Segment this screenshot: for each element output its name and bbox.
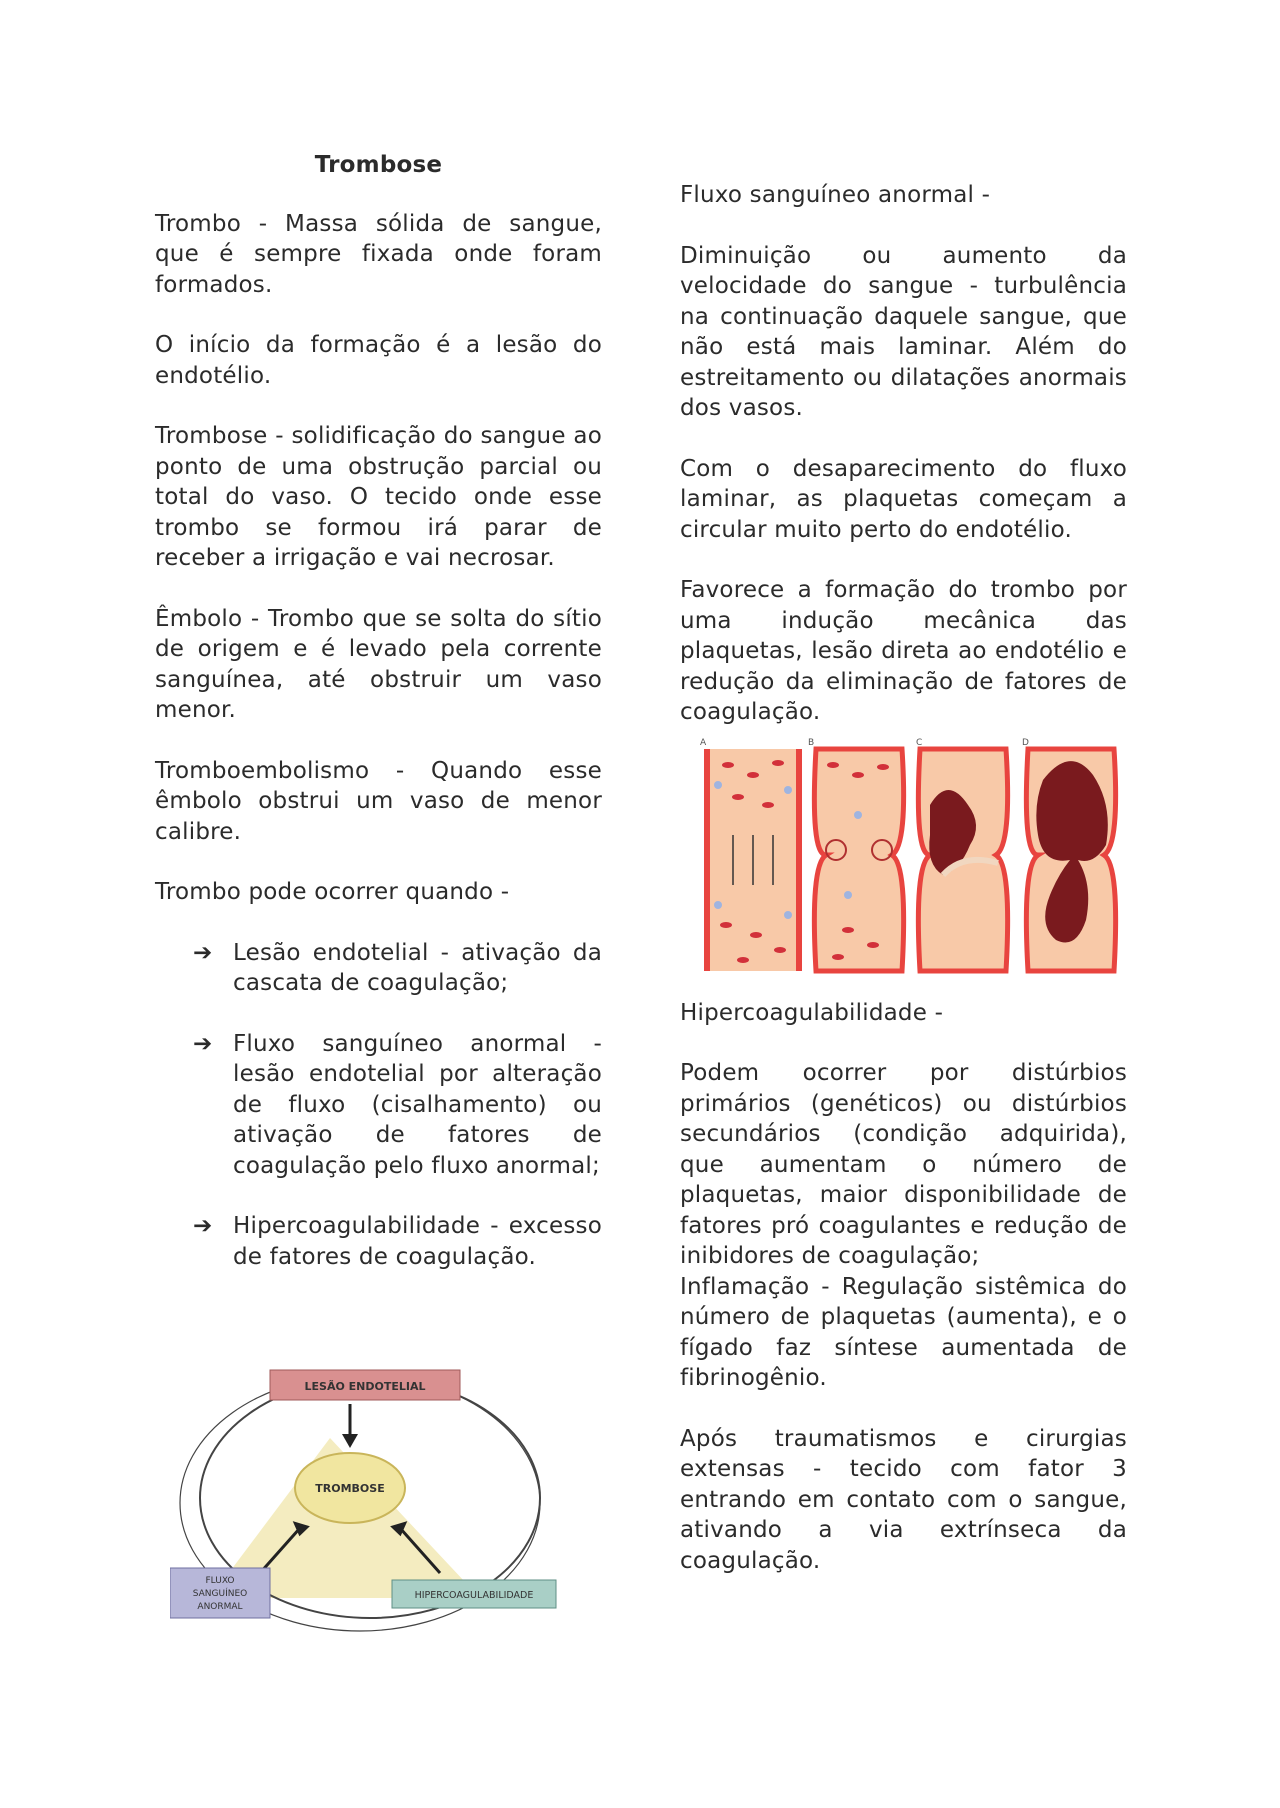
paragraph-inicio: O início da formação é a lesão do endotélio. <box>155 332 602 389</box>
paragraph-trombo: Trombo - Massa sólida de sangue, que é sempre fixada onde foram formados. <box>155 210 602 298</box>
label-lesao-endotelial: LESÃO ENDOTELIAL <box>304 1380 426 1393</box>
list-item-text: Hipercoagulabilidade - excesso de fatores de coagulação. <box>233 1213 602 1270</box>
paragraph-diminuicao: Diminuição ou aumento da velocidade do sangue - turbulência na continuação daquele sangue, que não está mais laminar. Além do estreitamento ou dilatações anormais dos vasos. <box>680 242 1127 421</box>
vessel-thrombus-figure <box>698 735 1126 975</box>
list-item <box>155 1029 602 1182</box>
list-item <box>155 1211 602 1272</box>
label-fluxo-2: SANGUÍNEO <box>192 1589 248 1599</box>
arrow-icon: ➔ <box>193 1213 213 1239</box>
paragraph-podem-ocorrer: Podem ocorrer por distúrbios primários (genéticos) ou distúrbios secundários (condição adquirida), que aumentam o número de plaquetas, maior disponibilidade de fatores pró coagulantes e redução de inibidores de coagulação; <box>680 1060 1127 1269</box>
left-column <box>155 150 602 1302</box>
heading-fluxo-anormal: Fluxo sanguíneo anormal - <box>680 182 991 208</box>
list-item <box>155 938 602 999</box>
list-item-text: Lesão endotelial - ativação da cascata de coagulação; <box>233 939 602 996</box>
label-fluxo-1: FLUXO <box>205 1576 235 1586</box>
heading-hipercoagulabilidade: Hipercoagulabilidade - <box>680 999 944 1026</box>
vessel-panel-d <box>1026 749 1115 971</box>
paragraph-apos-traumatismos: Após traumatismos e cirurgias extensas - tecido com fator 3 entrando em contato com o sangue, ativando a via extrínseca da coagulação. <box>680 1425 1127 1574</box>
paragraph-trombose: Trombose - solidificação do sangue ao ponto de uma obstrução parcial ou total do vaso. O tecido onde esse trombo se formou irá parar de receber a irrigação e vai necrosar. <box>155 423 602 571</box>
panel-label-d: D <box>1022 738 1029 748</box>
label-trombose: TROMBOSE <box>315 1482 385 1495</box>
virchow-triad-figure <box>170 1368 570 1648</box>
vessel-panel-b <box>814 749 903 971</box>
label-fluxo-3: ANORMAL <box>197 1602 243 1612</box>
panel-label-b: B <box>808 738 815 748</box>
label-hipercoagulabilidade: HIPERCOAGULABILIDADE <box>414 1590 534 1601</box>
list-item-text: Fluxo sanguíneo anormal - lesão endotelial por alteração de fluxo (cisalhamento) ou ativação de fatores de coagulação pelo fluxo anormal; <box>233 1030 602 1179</box>
arrow-icon: ➔ <box>193 1030 213 1057</box>
paragraph-tromboembolismo: Tromboembolismo - Quando esse êmbolo obstrui um vaso de menor calibre. <box>155 757 602 845</box>
cause-list <box>155 938 602 1273</box>
panel-label-c: C <box>916 738 923 748</box>
paragraph-embolo: Êmbolo - Trombo que se solta do sítio de origem e é levado pela corrente sanguínea, até obstruir um vaso menor. <box>155 605 602 723</box>
paragraph-desaparecimento: Com o desaparecimento do fluxo laminar, as plaquetas começam a circular muito perto do endotélio. <box>680 455 1127 543</box>
paragraph-inflamacao: Inflamação - Regulação sistêmica do número de plaquetas (aumenta), e o fígado faz síntese aumentada de fibrinogênio. <box>680 1273 1127 1391</box>
arrowhead-down-icon <box>342 1434 358 1448</box>
panel-label-a: A <box>700 738 707 748</box>
page-title: Trombose <box>314 152 443 178</box>
paragraph-favorece: Favorece a formação do trombo por uma indução mecânica das plaquetas, lesão direta ao endotélio e redução da eliminação de fatores de coagulação. <box>680 577 1127 725</box>
vessel-panel-a <box>704 749 802 971</box>
paragraph-trombo-ocorre: Trombo pode ocorrer quando - <box>155 879 510 905</box>
arrow-icon: ➔ <box>193 939 213 966</box>
vessel-panel-c <box>918 749 1007 971</box>
